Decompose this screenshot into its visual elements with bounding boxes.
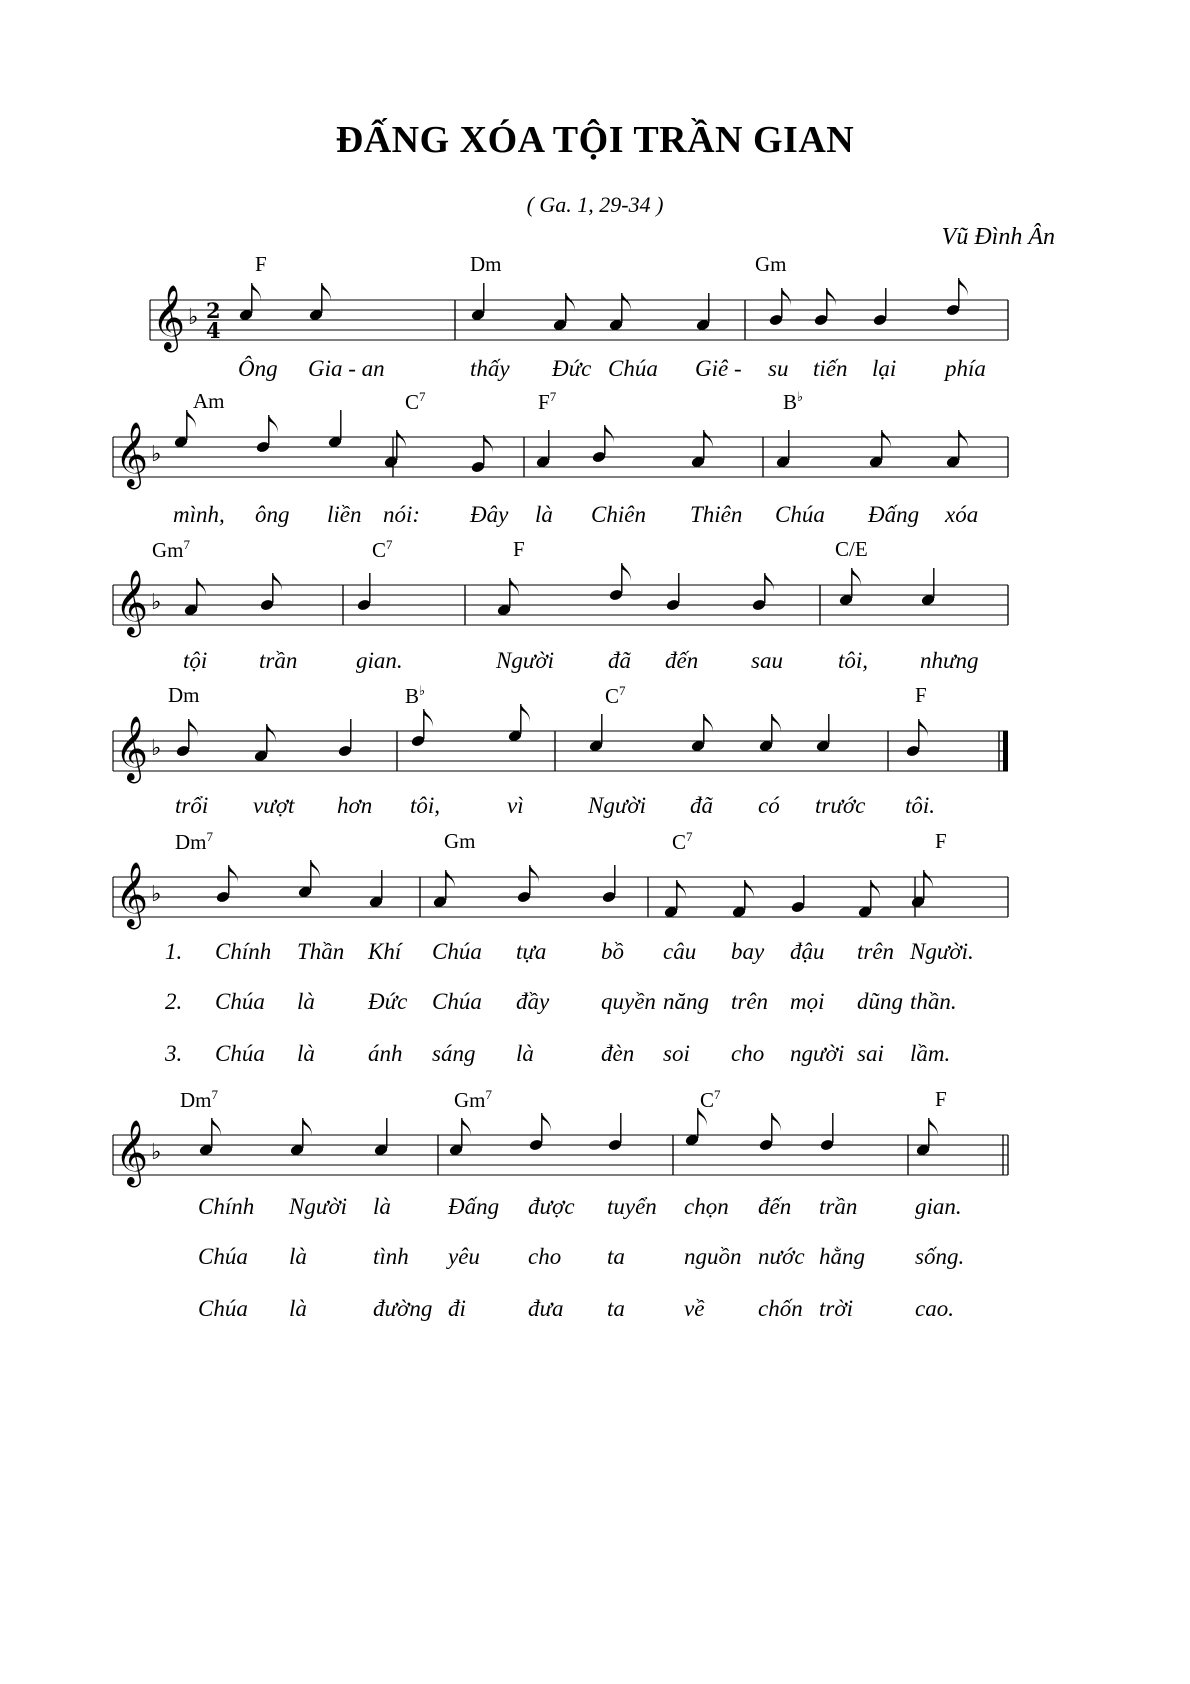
chord-root: C [372,538,387,562]
verse-lyric: thần. [910,989,957,1014]
lyric-syllable: nhưng [920,648,979,673]
chord-root: C [700,1088,715,1112]
verse-lyric: yêu [448,1244,480,1269]
note-flag [212,1118,221,1136]
verse-lyric: ánh [368,1041,403,1066]
lyric-syllable: vì [507,793,524,818]
scripture-reference: ( Ga. 1, 29-34 ) [526,192,664,217]
verse-lyric: 2. [165,989,183,1014]
lyric-syllable: thấy [470,356,510,381]
verse-lyric: Chúa [432,939,482,964]
lyric-syllable: Ông [238,356,278,381]
chord-root: B [405,684,420,708]
lyric-syllable: ông [255,502,290,527]
verse-lyric: về [684,1296,705,1321]
verse-lyric: câu [663,939,697,964]
verse-lyric: trên [731,989,769,1014]
lyric-syllable: su [768,356,789,381]
lyric-syllable: sau [751,648,783,673]
lyric-syllable: gian. [356,648,403,673]
verse-lyric: đường [373,1296,433,1321]
flat-key-signature-icon: ♭ [151,590,162,615]
verse-lyric: sáng [432,1041,476,1066]
chord-extension: 7 [386,537,393,552]
lyric-syllable: mình, [173,502,225,527]
verse-lyric: Đức [368,989,408,1014]
verse-lyric: cao. [915,1296,954,1321]
verse-lyric: dũng [857,989,903,1014]
verse-lyric: Chúa [432,989,482,1014]
verse-lyric: tuyển [607,1194,657,1219]
verse-lyric: Chính [198,1194,255,1219]
verse-lyric: ta [607,1244,625,1269]
chord-root: C [605,684,620,708]
lyric-syllable: trần [259,648,298,673]
chord-root: C/E [835,537,868,561]
chord-symbol [180,1087,218,1113]
lyric-syllable: đã [608,648,631,673]
verse-lyric: trời [819,1296,854,1321]
chord-root: F [538,390,550,414]
chord-root: Gm [755,252,787,276]
verse-lyric: là [516,1041,534,1066]
lyric-syllable: Chiên [591,502,646,527]
note-flag [772,1113,781,1131]
lyric-syllable: đến [665,648,699,673]
verse-lyric: đi [448,1296,466,1321]
treble-clef-icon: 𝄞 [115,570,149,635]
chord-symbol [454,1087,492,1113]
lyric-syllable: Giê - [695,356,742,381]
lyric-syllable: tiến [813,356,848,381]
lyric-syllable: Người [496,648,555,673]
verse-lyric: cho [731,1041,765,1066]
chord-root: Gm [454,1088,486,1112]
verse-lyric: trần [819,1194,858,1219]
chord-root: C [405,390,420,414]
verse-lyric: lầm. [910,1041,951,1066]
note-flag [303,1118,312,1136]
lyric-syllable: Đây [470,502,509,527]
verse-lyric: là [289,1296,307,1321]
flat-key-signature-icon: ♭ [188,305,199,330]
verse-lyric: trên [857,939,895,964]
chord-extension: 7 [206,829,213,844]
lyric-syllable: tôi, [838,648,869,673]
verse-lyric: nguồn [684,1244,742,1269]
verse-lyric: chốn [758,1296,803,1321]
verse-lyric: sai [857,1041,884,1066]
lyric-syllable: trước [815,793,866,818]
flat-key-signature-icon: ♭ [151,442,162,467]
chord-extension: 7 [686,829,693,844]
lyric-syllable: Gia - an [308,356,385,381]
verse-lyric: Người [289,1194,348,1219]
chord-root: B [783,390,798,414]
verse-lyric: là [297,1041,315,1066]
verse-lyric: ta [607,1296,625,1321]
chord-symbol [700,1087,721,1113]
chord-extension: 7 [619,683,626,698]
song-title: ĐẤNG XÓA TỘI TRẦN GIAN [335,119,855,161]
chord-root: F [915,683,927,707]
composer-name: Vũ Đình Ân [941,224,1055,250]
treble-clef-icon: 𝄞 [115,1120,149,1185]
verse-lyric: Chúa [198,1296,248,1321]
chord-root: Dm [175,830,207,854]
verse-lyric: Thần [297,939,345,964]
time-signature-numerator: 2 [206,298,221,323]
chord-root: Gm [152,538,184,562]
lyric-syllable: Chúa [775,502,825,527]
verse-lyric: bay [731,939,765,964]
treble-clef-icon: 𝄞 [115,422,149,487]
note-flag [542,1113,551,1131]
flat-key-signature-icon: ♭ [151,1140,162,1165]
chord-extension: 7 [549,389,557,404]
chord-root: Dm [470,252,502,276]
lyric-syllable: có [758,793,780,818]
note-flag [929,1118,938,1136]
lyric-syllable: là [535,502,553,527]
verse-lyric: Chính [215,939,272,964]
chord-root: F [513,537,525,561]
verse-lyric: mọi [790,989,825,1014]
verse-lyric: được [528,1194,575,1219]
verse-lyric: 1. [165,939,183,964]
note-flag [462,1118,471,1136]
verse-lyric: là [297,989,315,1014]
verse-lyric: là [289,1244,307,1269]
verse-lyric: người [790,1041,845,1066]
lyric-syllable: đã [690,793,713,818]
chord-extension: 7 [714,1087,721,1102]
lyric-syllable: hơn [337,793,373,818]
chord-root: Dm [168,683,200,707]
chord-symbol [935,1087,947,1112]
verse-lyric: cho [528,1244,562,1269]
verse-lyric: tình [373,1244,409,1269]
verse-lyric: đưa [528,1296,564,1321]
verse-lyric: sống. [915,1244,965,1269]
chord-extension: 7 [419,389,426,404]
verse-lyric: đến [758,1194,792,1219]
verse-lyric: là [373,1194,391,1219]
verse-lyric: đầy [516,989,550,1014]
lyric-syllable: Đức [552,356,592,381]
time-signature-denominator: 4 [206,318,221,343]
chord-extension: 7 [211,1087,218,1102]
flat-key-signature-icon: ♭ [151,882,162,907]
verse-lyric: gian. [915,1194,962,1219]
chord-root: Gm [444,829,476,853]
lyric-syllable: trổi [175,793,209,818]
lyric-syllable: tôi. [905,793,936,818]
lyric-syllable: lại [872,356,897,381]
flat-key-signature-icon: ♭ [151,736,162,761]
verse-lyric: tựa [516,939,547,964]
chord-root: Am [193,389,225,413]
verse-lyric: Chúa [215,1041,265,1066]
lyric-syllable: xóa [945,502,979,527]
chord-root: F [935,829,947,853]
chord-root: F [255,252,267,276]
chord-extension: 7 [485,1087,492,1102]
chord-root: F [935,1087,947,1111]
chord-root: Dm [180,1088,212,1112]
verse-lyric: đèn [601,1041,635,1066]
treble-clef-icon: 𝄞 [115,716,149,781]
chord-root: C [672,830,687,854]
verse-lyric: bồ [601,939,624,964]
verse-lyric: Chúa [215,989,265,1014]
verse-lyric: quyền [601,989,656,1014]
chord-extension: 7 [183,537,190,552]
verse-lyric: hằng [819,1244,865,1269]
lyric-syllable: tội [183,648,208,673]
chord-extension: ♭ [419,683,426,698]
lyric-syllable: Đấng [868,502,920,527]
lyric-syllable: Thiên [690,502,743,527]
verse-lyric: Khí [368,939,402,964]
lyric-syllable: Người [588,793,647,818]
treble-clef-icon: 𝄞 [115,862,149,927]
verse-lyric: nước [758,1244,805,1269]
treble-clef-icon: 𝄞 [152,285,186,350]
verse-lyric: soi [663,1041,690,1066]
lyric-syllable: tôi, [410,793,441,818]
lyric-syllable: nói: [383,502,421,527]
lyric-syllable: vượt [253,793,295,818]
verse-lyric: năng [663,989,709,1014]
verse-lyric: 3. [165,1041,183,1066]
lyric-syllable: liền [327,502,362,527]
verse-lyric: Người. [910,939,974,964]
lyric-syllable: phía [945,356,986,381]
verse-lyric: Đấng [448,1194,500,1219]
verse-lyric: chọn [684,1194,729,1219]
verse-lyric: đậu [790,939,825,964]
chord-extension: ♭ [797,389,804,404]
verse-lyric: Chúa [198,1244,248,1269]
lyric-syllable: Chúa [608,356,658,381]
